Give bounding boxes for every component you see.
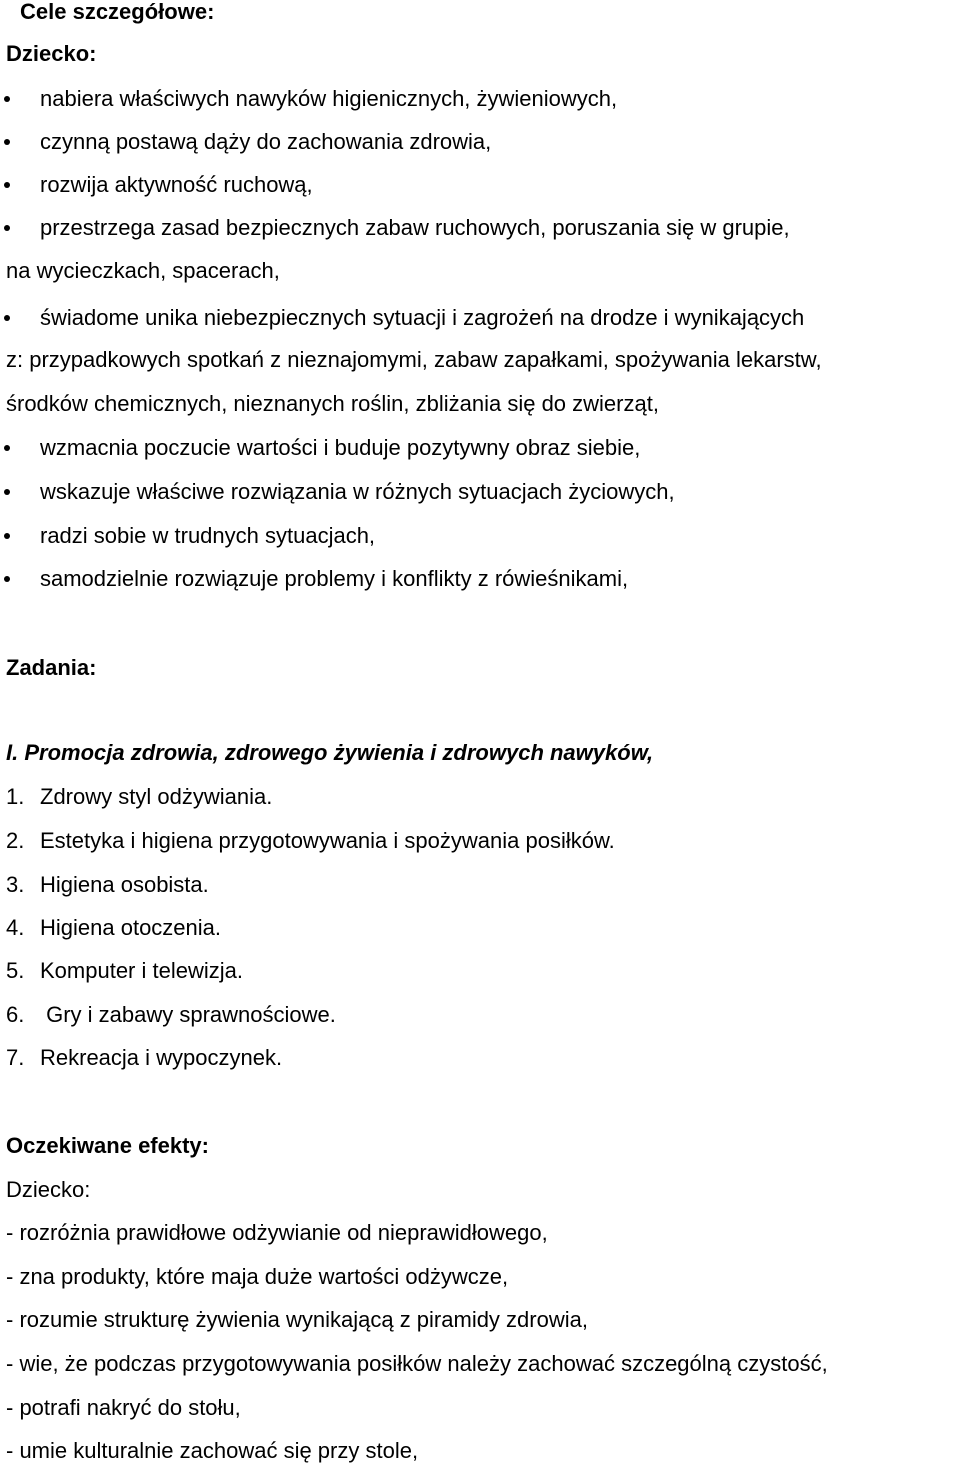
- bullet-icon: [4, 225, 10, 231]
- bullet-icon: [4, 96, 10, 102]
- bullet-icon: [4, 315, 10, 321]
- document-page: Cele szczegółowe: Dziecko: nabiera właściwych nawyków higienicznych, żywieniowych, czynną postawą dąży do zachowania zdrowia, rozwija aktywność ruchową, przestrzega zasad bezpiecznych zabaw ruchowych, poruszania się w grupie, na wycieczkach, spacerach, świadome unika niebezpiecznych sytuacji i zagrożeń na drodze i wynikających z: przypadkowych spotkań z nieznajomymi, zabaw zapałkami, spożywania lekarstw, środków chemicznych, nieznanych roślin, zbliżania się do zwierząt, wzmacnia poczucie wartości i buduje pozytywny obraz siebie, wskazuje właściwe rozwiązania w różnych sytuacjach życiowych, radzi sobie w trudnych sytuacjach, samodzielnie rozwiązuje problemy i konflikty z rówieśnikami, Zadania: I. Promocja zdrowia, zdrowego żywienia i zdrowych nawyków, 1. Zdrowy styl odżywiania. 2. Estetyka i higiena przygotowywania i spożywania posiłków. 3. Higiena osobista. 4. Higiena otoczenia. 5. Komputer i telewizja. 6. Gry i zabawy sprawnościowe. 7. Rekreacja i wypoczynek. Oczekiwane efekty: Dziecko: - rozróżnia prawidłowe odżywianie od nieprawidłowego, - zna produkty, które maja duże wartości odżywcze, - rozumie strukturę żywienia wynikającą z piramidy zdrowia, - wie, że podczas przygotowywania posiłków należy zachować szczególną czystość, - potrafi nakryć do stołu, - umie kulturalnie zachować się przy stole,: [6, 0, 828, 1463]
- bullet-icon: [4, 182, 10, 188]
- bullet-icon: [4, 576, 10, 582]
- bullet-icon: [4, 139, 10, 145]
- bullet-icon: [4, 489, 10, 495]
- bullet-icon: [4, 445, 10, 451]
- bullet-icon: [4, 533, 10, 539]
